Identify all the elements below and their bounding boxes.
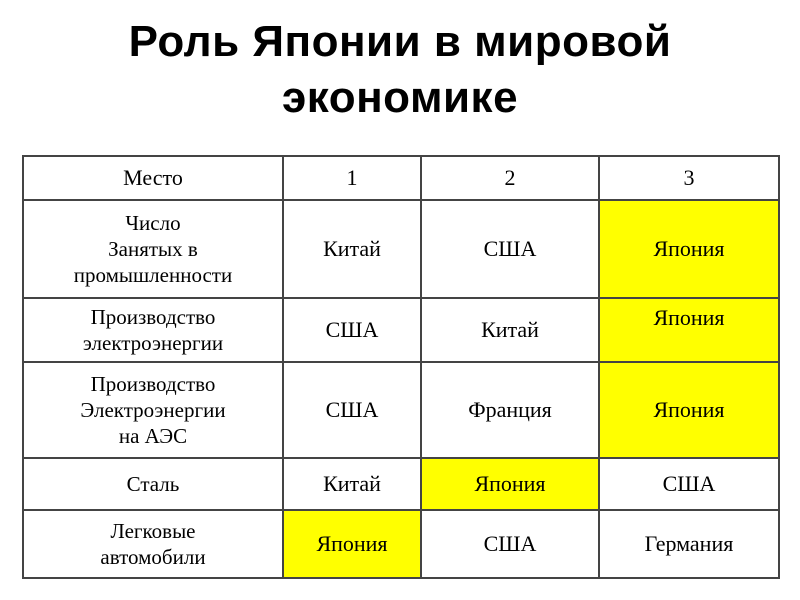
row-label: [23, 510, 283, 578]
table-cell: Франция: [421, 362, 599, 458]
row-label-line: Производство: [90, 372, 216, 396]
header-col-3: 3: [599, 156, 779, 200]
row-label-line: Электроэнергии: [80, 398, 226, 422]
table-cell: Китай: [283, 458, 421, 510]
row-label-line: Число: [125, 211, 181, 235]
table-cell: США: [283, 362, 421, 458]
row-label: [23, 200, 283, 298]
title-line-2: экономике: [281, 73, 519, 122]
header-place-label: Место: [23, 156, 283, 200]
row-label-line: Сталь: [126, 472, 180, 496]
table-cell-highlighted: Япония: [599, 362, 779, 458]
row-label-line: электроэнергии: [82, 331, 224, 355]
table-cell-highlighted: Япония: [421, 458, 599, 510]
table-header-row: [23, 156, 779, 200]
row-label-line: Производство: [90, 305, 216, 329]
table-row: [23, 298, 779, 362]
table-row: [23, 200, 779, 298]
table-cell: Китай: [421, 298, 599, 362]
table-cell-highlighted: Япония: [599, 200, 779, 298]
row-label-line: Легковые: [110, 519, 196, 543]
row-label: [23, 362, 283, 458]
header-col-1: 1: [283, 156, 421, 200]
row-label-line: автомобили: [100, 545, 206, 569]
row-label-line: промышленности: [73, 263, 233, 287]
table-cell: США: [421, 510, 599, 578]
page-title: [0, 14, 800, 126]
table-cell-highlighted: Япония: [599, 298, 779, 362]
table-row: [23, 362, 779, 458]
table-cell: Германия: [599, 510, 779, 578]
table-cell: США: [421, 200, 599, 298]
row-label-line: Занятых в: [108, 237, 198, 261]
table-cell-highlighted: Япония: [283, 510, 421, 578]
title-line-1: Роль Японии в мировой: [128, 17, 672, 66]
table-row: [23, 458, 779, 510]
row-label-line: на АЭС: [118, 424, 188, 448]
table-row: [23, 510, 779, 578]
row-label: [23, 458, 283, 510]
table-cell: США: [283, 298, 421, 362]
ranking-table: [22, 155, 780, 579]
table-cell: Китай: [283, 200, 421, 298]
row-label: [23, 298, 283, 362]
table-cell: США: [599, 458, 779, 510]
header-col-2: 2: [421, 156, 599, 200]
